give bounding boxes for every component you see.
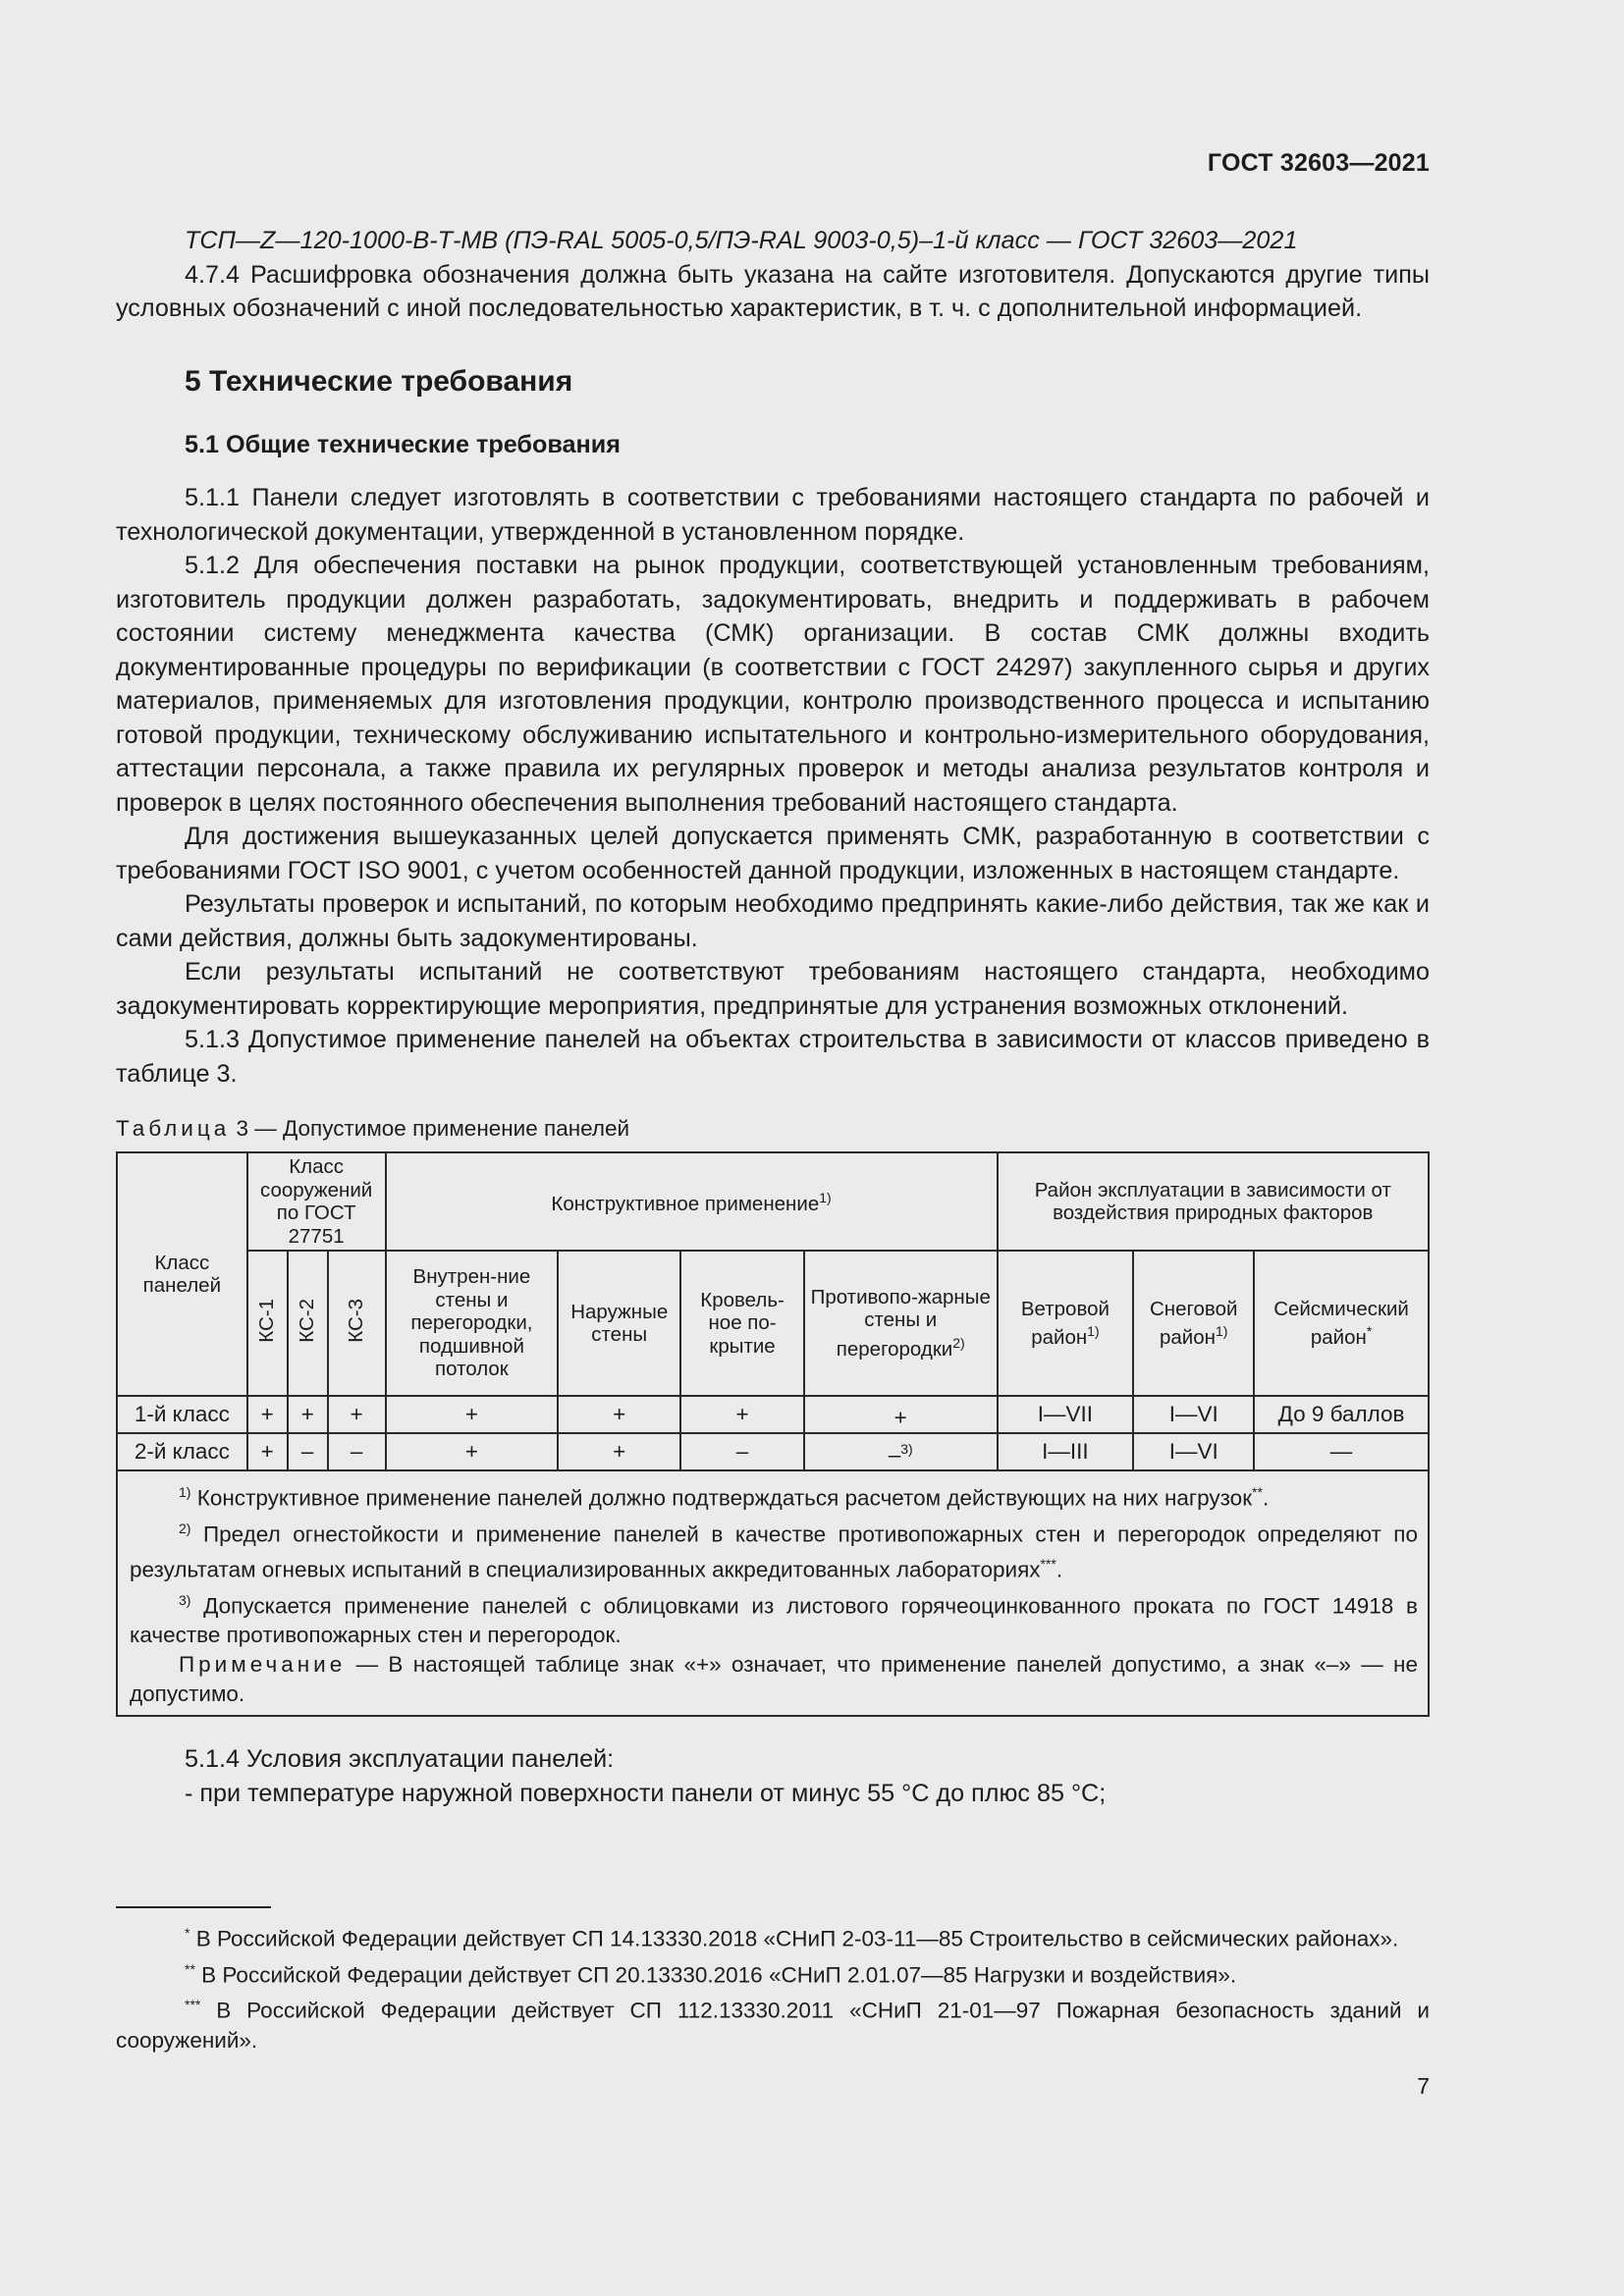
header-region: Район эксплуатации в зависимости от воздействия природных факторов [998,1152,1429,1251]
header-fire-text: Противопо-жарные стены и перегородки [810,1285,991,1361]
cell-ks3: – [328,1433,386,1470]
header-wind-sup: 1) [1087,1323,1100,1340]
cell-roof: – [680,1433,804,1470]
paragraph-smk: Для достижения вышеуказанных целей допускается применять СМК, разработанную в соответствии с требованиями ГОСТ ISO 9001, с учетом особенностей данной продукции, изложенных в настоящем стандарте. [116,823,1430,884]
cell-class: 1-й класс [117,1396,247,1433]
cell-ks1: + [247,1433,288,1470]
document-id: ГОСТ 32603—2021 [1207,149,1430,177]
header-wind-text: Ветровой район [1020,1297,1110,1349]
header-seismic-sup: * [1366,1323,1373,1340]
paragraph-5-1-3: 5.1.3 Допустимое применение панелей на объектах строительства в зависимости от классов приведено в таблице 3. [116,1026,1430,1088]
table-row [117,1396,1429,1433]
footnote-3-mark: *** [185,1997,201,2012]
cell-inner: + [386,1433,559,1470]
header-seismic [1254,1251,1429,1396]
section-title: 5 Технические требования [185,364,573,398]
header-ks-group: Класс сооружений по ГОСТ 27751 [247,1152,386,1251]
header-ks3-text: КС-3 [345,1298,368,1343]
designation-example: ТСП—Z—120-1000-В-Т-МВ (ПЭ-RAL 5005-0,5/ПЭ-RAL 9003-0,5)–1-й класс — ГОСТ 32603—2021 [185,227,1298,254]
footnote-2 [116,1954,1430,1991]
cell-wind: I—III [998,1433,1134,1470]
footnote-1-mark: * [185,1925,190,1941]
cell-fire-sup: 3) [900,1440,913,1457]
page-number: 7 [1417,2073,1430,2099]
cell-ks2: + [288,1396,328,1433]
cell-seismic: До 9 баллов [1254,1396,1429,1433]
footnote-separator [116,1906,271,1908]
header-class: Класс панелей [117,1152,247,1396]
header-snow [1133,1251,1254,1396]
cell-seismic: — [1254,1433,1429,1470]
cell-ks3: + [328,1396,386,1433]
cell-outer: + [558,1433,680,1470]
footnote-3-text: В Российской Федерации действует СП 112.13330.2011 «СНиП 21-01—97 Пожарная безопасность зданий и сооружений». [116,1998,1430,2053]
table-note-2: $^{2)}$ Предел огнестойкости и применение панелей в качестве противопожарных стен и перегородок определяют по результатам огневых испытаний в специализированных аккредитованных лабораториях***. [130,1520,1418,1582]
cell-class: 2-й класс [117,1433,247,1470]
cell-fire-text: + [893,1405,907,1429]
cell-snow: I—VI [1133,1396,1254,1433]
header-constructive [386,1152,998,1251]
header-fire-walls [804,1251,998,1396]
header-ks1-text: КС-1 [255,1298,279,1343]
paragraph-5-1-2: 5.1.2 Для обеспечения поставки на рынок продукции, соответствующей установленным требованиям, изготовитель продукции должен разработать, задокументировать, внедрить и поддерживать в рабочем состоянии систему менеджмента качества (СМК) организации. В состав СМК должны входить документированные процедуры по верификации (в соответствии с ГОСТ 24297) закупленного сырья и других материалов, применяемых для изготовления продукции, контролю производственного процесса и испытанию готовой продукции, техническому обслуживанию испытательного и контрольно-измерительного оборудования, аттестации персонала, а также правила их регулярных проверок и методы анализа результатов контроля и проверок в целях постоянного обеспечения выполнения требований настоящего стандарта. [116,552,1430,817]
table-note-1: $^{1)}$ Конструктивное применение панелей должно подтверждаться расчетом действующих на них нагрузок**. [179,1484,1270,1511]
header-constructive-text: Конструктивное применение [551,1193,820,1216]
paragraph-5-1-1: 5.1.1 Панели следует изготовлять в соответствии с требованиями настоящего стандарта по рабочей и технологической документации, утвержденной в установленном порядке. [116,484,1430,546]
note-3-text: Допускается применение панелей с облицовками из листового горячеоцинкованного проката по ГОСТ 14918 в качестве противопожарных стен и перегородок. [130,1593,1418,1647]
cell-ks1: + [247,1396,288,1433]
header-inner-walls: Внутрен-ние стены и перегородки, подшивной потолок [386,1251,559,1396]
cell-roof: + [680,1396,804,1433]
cell-inner: + [386,1396,559,1433]
paragraph-fail: Если результаты испытаний не соответствуют требованиям настоящего стандарта, необходимо задокументировать корректирующие мероприятия, предпринятые для устранения возможных отклонений. [116,958,1430,1020]
footnote-2-text: В Российской Федерации действует СП 20.13330.2016 «СНиП 2.01.07—85 Нагрузки и воздействия». [194,1962,1237,1987]
table-caption-label: Таблица [116,1116,231,1141]
note-1-mark: 1) [179,1484,191,1500]
paragraph-4-7-4: 4.7.4 Расшифровка обозначения должна быть указана на сайте изготовителя. Допускаются другие типы условных обозначений с иной последовательностью характеристик, в т. ч. с дополнительной информацией. [116,260,1430,322]
cell-snow: I—VI [1133,1433,1254,1470]
subsection-title: 5.1 Общие технические требования [185,430,621,458]
note-2-sup: *** [1040,1556,1056,1572]
footnote-3 [116,1990,1430,2056]
header-ks2 [288,1251,328,1396]
paragraph-results: Результаты проверок и испытаний, по которым необходимо предпринять какие-либо действия, так же как и сами действия, должны быть задокументированы. [116,890,1430,952]
page-body [116,224,1430,1810]
table-notes [117,1470,1429,1716]
table-caption [116,1114,1430,1144]
header-snow-sup: 1) [1215,1323,1228,1340]
header-wind [998,1251,1134,1396]
header-outer-walls: Наружные стены [558,1251,680,1396]
footnotes [116,1906,1430,2056]
paragraph-temperature: - при температуре наружной поверхности панели от минус 55 °С до плюс 85 °С; [185,1779,1107,1807]
table-caption-text: 3 — Допустимое применение панелей [236,1116,630,1141]
note-1-sup: ** [1252,1484,1263,1500]
footnote-1 [116,1918,1430,1954]
footnote-1-text: В Российской Федерации действует СП 14.13330.2018 «СНиП 2-03-11—85 Строительство в сейсмических районах». [189,1926,1399,1951]
note-2-mark: 2) [179,1520,191,1536]
cell-outer: + [558,1396,680,1433]
header-snow-text: Снеговой район [1149,1297,1238,1349]
footnote-2-mark: ** [185,1960,195,1977]
header-ks2-text: КС-2 [296,1298,319,1343]
header-constructive-sup: 1) [819,1190,832,1206]
header-ks1 [247,1251,288,1396]
cell-fire-text: – [888,1442,901,1467]
header-fire-sup: 2) [952,1334,965,1351]
cell-wind: I—VII [998,1396,1134,1433]
cell-fire [804,1433,998,1470]
remark-text: — В настоящей таблице знак «+» означает, что применение панелей допустимо, а знак «–» — не допустимо. [130,1652,1418,1706]
header-seismic-text: Сейсмический район [1273,1297,1409,1349]
table-note-3 [130,1585,1418,1651]
cell-fire [804,1396,998,1433]
note-1-text: Конструктивное применение панелей должно подтверждаться расчетом действующих на них нагрузок [196,1485,1253,1511]
table-remark [130,1650,1418,1709]
remark-label: Примечание [179,1652,347,1677]
table-row [117,1433,1429,1470]
header-ks3 [328,1251,386,1396]
note-3-mark: 3) [179,1591,191,1608]
applicability-table [116,1151,1430,1717]
paragraph-5-1-4: 5.1.4 Условия эксплуатации панелей: [185,1745,615,1773]
cell-ks2: – [288,1433,328,1470]
note-2-text: Предел огнестойкости и применение панелей в качестве противопожарных стен и перегородок определяют по результатам огневых испытаний в специализированных аккредитованных лабораториях [130,1522,1418,1582]
header-roof: Кровель-ное по-крытие [680,1251,804,1396]
